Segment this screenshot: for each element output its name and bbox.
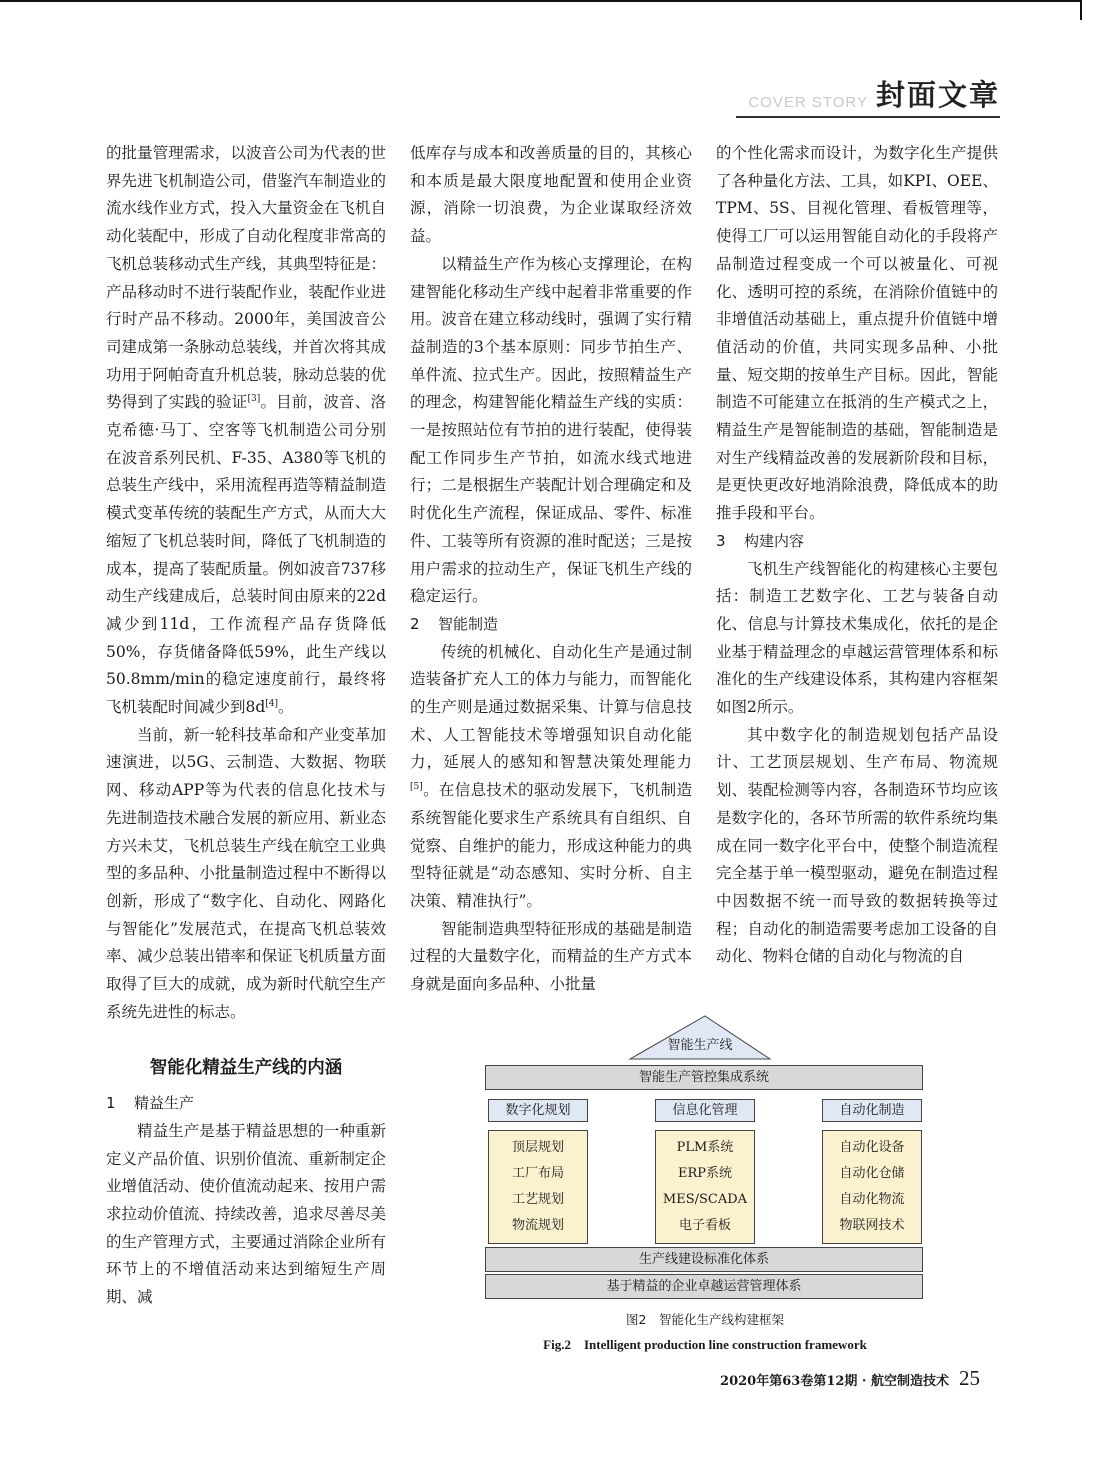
citation: [4] [265,698,279,709]
paragraph: 精益生产是基于精益思想的一种重新定义产品价值、识别价值流、重新制定企业增值活动、使价值流动起来、按用户需求拉动价值流、持续改善，追求尽善尽美的生产管理方式，主要通过消除企业所有环节上的不增值活动来达到缩短生产周期、减 [106,1121,386,1307]
subsection-heading: 1 精益生产 [106,1094,195,1113]
section-heading: 智能化精益生产线的内涵 [149,1057,343,1078]
category-information: 信息化管理 [655,1099,755,1122]
text-column-2 [410,140,692,999]
crop-mark-top [0,0,1080,2]
citation: [3] [247,394,261,405]
items-information [655,1130,755,1244]
paragraph: 的个性化需求而设计，为数字化生产提供了各种量化方法、工具，如KPI、OEE、TPM、5S、目视化管理、看板管理等，使得工厂可以运用智能自动化的手段将产品制造过程变成一个可以被量化、可视化、透明可控的系统，在消除价值链中的非增值活动基础上，重点提升价值链中增值活动的价值，共同实现多品种、小批量、短交期的按单生产目标。因此，智能制造不可能建立在抵消的生产模式之上，精益生产是智能制造的基础，智能制造是对生产线精益改善的发展新阶段和目标，是更快更改好地消除浪费，降低成本的助推手段和平台。 [716,144,998,523]
header-rule [736,116,1000,118]
citation: [5] [410,782,423,793]
subsection-heading: 3 构建内容 [716,531,805,550]
list-item: MES/SCADA [662,1192,748,1207]
integration-bar: 智能生产管控集成系统 [485,1065,923,1090]
category-digital: 数字化规划 [488,1099,588,1122]
paragraph: 当前，新一轮科技革命和产业变革加速演进，以5G、云制造、大数据、物联网、移动APP等为代表的信息化技术与先进制造技术融合发展的新应用、新业态方兴未艾，飞机总装生产线在航空工业典型的多品种、小批量制造过程中不断得以创新，形成了“数字化、自动化、网路化与智能化”发展范式，在提高飞机总装效率、减少总装出错率和保证飞机质量方面取得了巨大的成就，成为新时代航空生产系统先进性的标志。 [106,725,386,1021]
paragraph: 其中数字化的制造规划包括产品设计、工艺顶层规划、生产布局、物流规划、装配检测等内容，各制造环节均应该是数字化的，各环节所需的软件系统均集成在同一数字化平台中，使整个制造流程完全基于单一模型驱动，避免在制造过程中因数据不统一而导致的数据转换等过程；自动化的制造需要考虑加工设备的自动化、物料仓储的自动化与物流的自 [716,725,998,966]
list-item: 物联网技术 [839,1218,905,1233]
section-label-cn: 封面文章 [875,78,1000,112]
list-item: 电子看板 [678,1218,731,1233]
list-item: 自动化物流 [839,1192,905,1207]
list-item: 顶层规划 [511,1140,564,1155]
list-item: 自动化仓储 [839,1166,905,1181]
subsection-heading: 2 智能制造 [410,614,499,633]
paragraph: 智能制造典型特征形成的基础是制造过程的大量数字化，而精益的生产方式本身就是面向多品种、小批量 [410,919,692,994]
list-item: PLM系统 [676,1140,734,1155]
figure-caption-en: Fig.2 Intelligent production line construction framework [543,1337,867,1352]
triangle-label: 智能生产线 [667,1038,733,1053]
text-column-3 [716,140,998,971]
running-footer [720,1366,980,1391]
list-item: ERP系统 [677,1166,733,1181]
list-item: 工艺规划 [511,1192,564,1207]
section-label-en: COVER STORY [748,94,868,111]
figure-2-framework [480,1012,930,1352]
running-header [748,78,1000,114]
paragraph: 飞机生产线智能化的构建核心主要包括：制造工艺数字化、工艺与装备自动化、信息与计算技术集成化，依托的是企业基于精益理念的卓越运营管理体系和标准化的生产线建设体系，其构建内容框架如图2所示。 [716,559,998,717]
text-column-1 [106,140,386,1312]
paragraph: 低库存与成本和改善质量的目的，其核心和本质是最大限度地配置和使用企业资源，消除一切浪费，为企业谋取经济效益。 [410,144,692,246]
paragraph: 以精益生产作为核心支撑理论，在构建智能化移动生产线中起着非常重要的作用。波音在建立移动线时，强调了实行精益制造的3个基本原则：同步节拍生产、单件流、拉式生产。因此，按照精益生产的理念，构建智能化精益生产线的实质：一是按照站位有节拍的进行装配，使得装配工作同步生产节拍，如流水线式地进行；二是根据生产装配计划合理确定和及时优化生产流程，保证成品、零件、标准件、工装等所有资源的准时配送；三是按用户需求的拉动生产，保证飞机生产线的稳定运行。 [410,254,692,606]
page-number: 25 [959,1366,980,1390]
items-digital [488,1130,588,1244]
category-automation: 自动化制造 [822,1099,922,1122]
standardization-bar: 生产线建设标准化体系 [485,1247,923,1272]
paragraph: 的批量管理需求，以波音公司为代表的世界先进飞机制造公司，借鉴汽车制造业的流水线作业方式，投入大量资金在飞机自动化装配中，形成了自动化程度非常高的飞机总装移动式生产线，其典型特征是：产品移动时不进行装配作业，装配作业进行时产品不移动。2000年，美国波音公司建成第一条脉动总装线，并首次将其成功用于阿帕奇直升机总装，脉动总装的优势得到了实践的验证[3]。目前，波音、洛克希德·马丁、空客等飞机制造公司分别在波音系列民机、F-35、A380等飞机的总装生产线中，采用流程再造等精益制造模式变革传统的装配生产方式，从而大大缩短了飞机总装时间，降低了飞机制造的成本，提高了装配质量。例如波音737移动生产线建成后，总装时间由原来的22d减少到11d，工作流程产品存货降低50%，存货储备降低59%，此生产线以50.8mm/min的稳定速度前行，最终将飞机装配时间减少到8d[4]。 [106,144,386,717]
lean-management-bar: 基于精益的企业卓越运营管理体系 [485,1274,923,1299]
paragraph: 传统的机械化、自动化生产是通过制造装备扩充人工的体力与能力，而智能化的生产则是通过数据采集、计算与信息技术、人工智能技术等增强知识自动化能力，延展人的感知和智慧决策处理能力[5]。在信息技术的驱动发展下，飞机制造系统智能化要求生产系统具有自组织、自觉察、自维护的能力，形成这种能力的典型特征就是“动态感知、实时分析、自主决策、精准执行”。 [410,642,692,910]
list-item: 自动化设备 [839,1140,905,1155]
items-automation [822,1130,922,1244]
list-item: 工厂布局 [511,1166,564,1181]
crop-mark-right [1080,0,1082,20]
journal-info: 2020年第63卷第12期 · 航空制造技术 [720,1374,949,1389]
list-item: 物流规划 [511,1218,564,1233]
figure-caption-cn: 图2 智能化生产线构建框架 [626,1312,784,1327]
